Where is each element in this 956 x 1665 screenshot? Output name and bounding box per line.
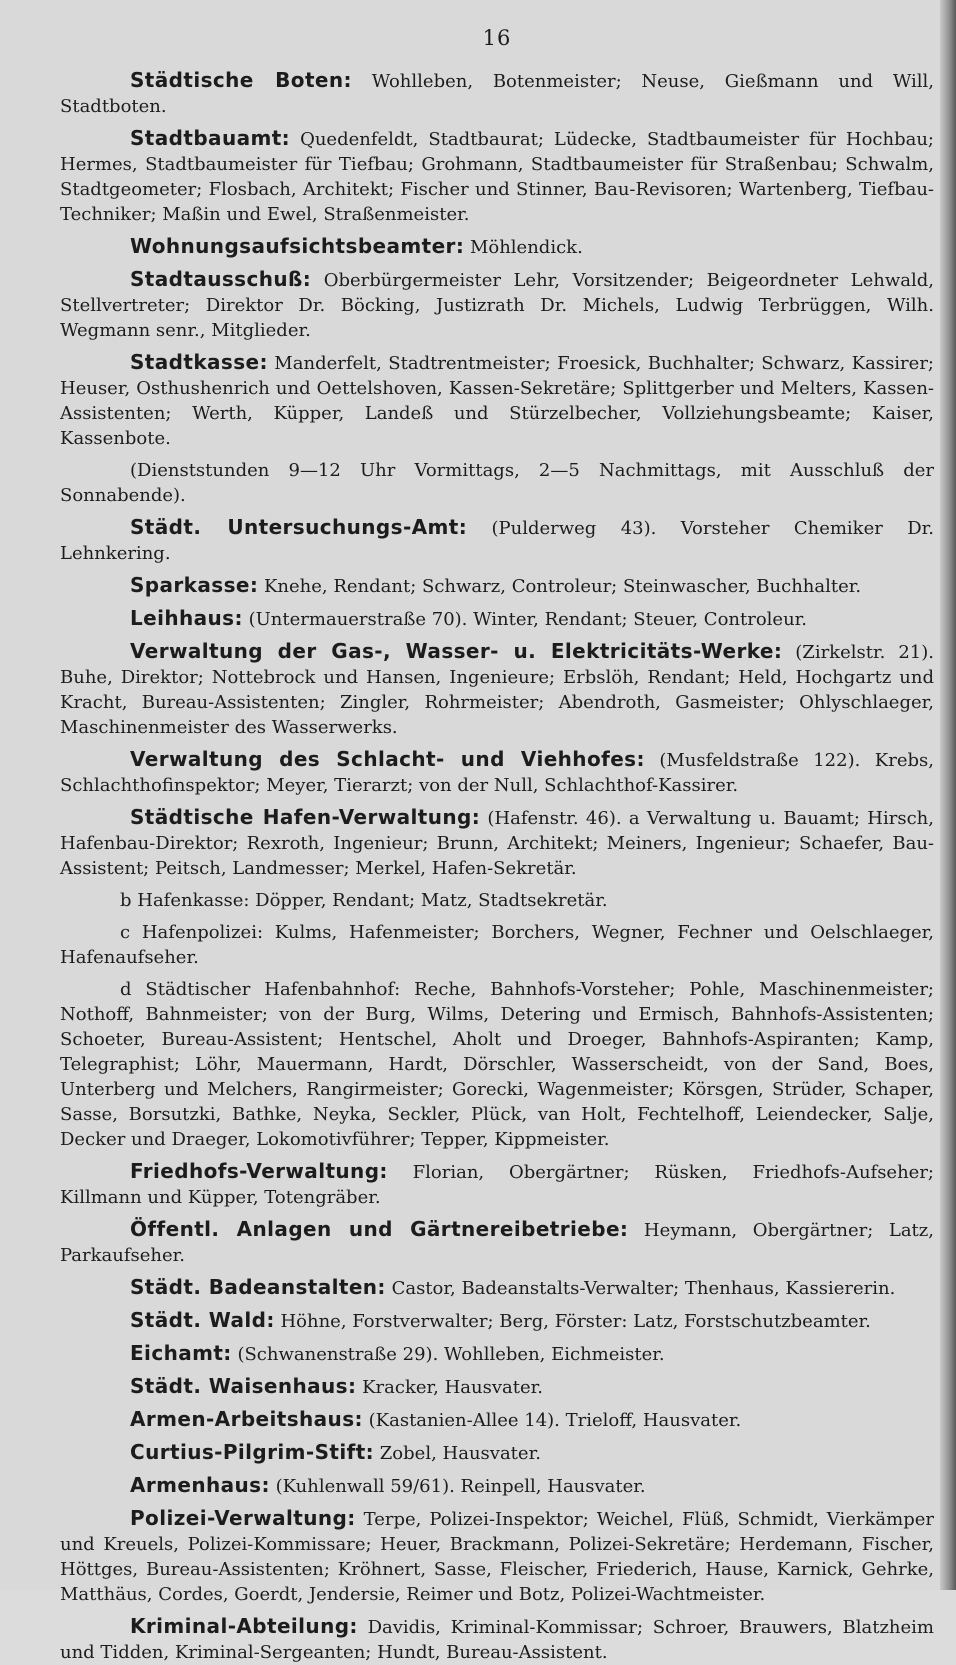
entry-heading: Städt. Badeanstalten:: [130, 1275, 386, 1299]
directory-entry: [60, 805, 934, 881]
directory-entry: [60, 1159, 934, 1210]
entry-heading: Polizei-Verwaltung:: [130, 1506, 356, 1530]
entry-text: Manderfelt, Stadtrentmeister; Froesick, Buchhalter; Schwarz, Kassirer; Heuser, Osthushenrich und Oettelshoven, Kassen-Sekretäre; Splittgerber und Melters, Kassen-Assistenten; Werth, Küpper, Landeß und Stürzelbecher, Vollziehungsbeamte; Kaiser, Kassenbote.: [60, 353, 934, 449]
entry-text: Terpe, Polizei-Inspektor; Weichel, Flüß, Schmidt, Vierkämper und Kreuels, Polizei-Kommissare; Heuer, Brackmann, Polizei-Sekretäre; Herdemann, Fischer, Höttges, Bureau-Assistenten; Kröhnert, Sasse, Fleischer, Friederich, Hause, Karnick, Gehrke, Matthäus, Cordes, Goerdt, Jendersie, Reimer und Botz, Polizei-Wachtmeister.: [60, 1509, 934, 1605]
directory-entry: [60, 350, 934, 451]
directory-entry: [60, 606, 934, 632]
directory-entry: [60, 977, 934, 1152]
entry-text: Möhlendick.: [464, 237, 583, 258]
directory-entry: [60, 267, 934, 343]
directory-entry: [60, 747, 934, 798]
entry-heading: Eichamt:: [130, 1341, 232, 1365]
entry-text: Castor, Badeanstalts-Verwalter; Thenhaus, Kassiererin.: [385, 1278, 896, 1299]
entry-heading: Curtius-Pilgrim-Stift:: [130, 1440, 375, 1464]
entry-heading: Leihhaus:: [130, 606, 243, 630]
entry-heading: Stadtausschuß:: [130, 267, 312, 291]
entry-heading: Kriminal-Abteilung:: [130, 1614, 358, 1638]
entry-text: (Dienststunden 9—12 Uhr Vormittags, 2—5 Nachmittags, mit Ausschluß der Sonnabende).: [60, 460, 934, 506]
directory-entry: [60, 1473, 934, 1499]
entry-heading: Städt. Waisenhaus:: [130, 1374, 357, 1398]
directory-entry: [60, 1308, 934, 1334]
entry-text: (Musfeldstraße 122). Krebs, Schlachthofinspektor; Meyer, Tierarzt; von der Null, Schlachthof-Kassirer.: [60, 750, 934, 796]
entry-heading: Städtische Hafen-Verwaltung:: [130, 805, 481, 829]
directory-entry: [60, 1275, 934, 1301]
entry-text: Quedenfeldt, Stadtbaurat; Lüdecke, Stadtbaumeister für Hochbau; Hermes, Stadtbaumeister für Tiefbau; Grohmann, Stadtbaumeister für Straßenbau; Schwalm, Stadtgeometer; Flosbach, Architekt; Fischer und Stinner, Bau-Revisoren; Wartenberg, Tiefbau-Techniker; Maßin und Ewel, Straßenmeister.: [60, 129, 934, 225]
directory-entry: [60, 234, 934, 260]
directory-entry: [60, 573, 934, 599]
entry-text: (Untermauerstraße 70). Winter, Rendant; Steuer, Controleur.: [242, 609, 808, 630]
page-edge-shadow: [940, 0, 956, 1590]
entry-text: (Schwanenstraße 29). Wohlleben, Eichmeister.: [231, 1344, 665, 1365]
entry-text: b Hafenkasse: Döpper, Rendant; Matz, Stadtsekretär.: [120, 890, 608, 911]
entry-heading: Öffentl. Anlagen und Gärtnereibetriebe:: [130, 1217, 629, 1241]
entry-text: Knehe, Rendant; Schwarz, Controleur; Steinwascher, Buchhalter.: [258, 576, 862, 597]
entry-heading: Friedhofs-Verwaltung:: [130, 1159, 388, 1183]
entry-text: c Hafenpolizei: Kulms, Hafenmeister; Borchers, Wegner, Fechner und Oelschlaeger, Hafenaufseher.: [60, 922, 934, 968]
entry-heading: Verwaltung des Schlacht- und Viehhofes:: [130, 747, 645, 771]
entry-text: (Pulderweg 43). Vorsteher Chemiker Dr. Lehnkering.: [60, 518, 934, 564]
entry-text: Florian, Obergärtner; Rüsken, Friedhofs-Aufseher; Killmann und Küpper, Totengräber.: [60, 1162, 934, 1208]
directory-entry: [60, 920, 934, 970]
entry-text: Heymann, Obergärtner; Latz, Parkaufseher.: [60, 1220, 934, 1266]
directory-entry: [60, 515, 934, 566]
entry-heading: Armen-Arbeitshaus:: [130, 1407, 363, 1431]
entry-text: Oberbürgermeister Lehr, Vorsitzender; Beigeordneter Lehwald, Stellvertreter; Direktor Dr. Böcking, Justizrath Dr. Michels, Ludwig Terbrüggen, Wilh. Wegmann senr., Mitglieder.: [60, 270, 934, 341]
entry-heading: Wohnungsaufsichtsbeamter:: [130, 234, 465, 258]
entry-heading: Städt. Wald:: [130, 1308, 275, 1332]
entry-heading: Verwaltung der Gas-, Wasser- u. Elektricitäts-Werke:: [130, 639, 783, 663]
directory-entries: [60, 68, 934, 1665]
entry-text: (Kuhlenwall 59/61). Reinpell, Hausvater.: [269, 1476, 646, 1497]
page-number: 16: [482, 26, 512, 50]
entry-heading: Armenhaus:: [130, 1473, 270, 1497]
directory-entry: [60, 1341, 934, 1367]
entry-text: Zobel, Hausvater.: [374, 1443, 541, 1464]
entry-text: Wohlleben, Botenmeister; Neuse, Gießmann und Will, Stadtboten.: [60, 71, 934, 117]
entry-heading: Stadtkasse:: [130, 350, 268, 374]
entry-text: Davidis, Kriminal-Kommissar; Schroer, Brauwers, Blatzheim und Tidden, Kriminal-Sergeanten; Hundt, Bureau-Assistent.: [60, 1617, 934, 1663]
directory-entry: [60, 888, 934, 913]
entry-text: (Hafenstr. 46). a Verwaltung u. Bauamt; Hirsch, Hafenbau-Direktor; Rexroth, Ingenieur; Brunn, Architekt; Meiners, Ingenieur; Schaefer, Bau-Assistent; Peitsch, Landmesser; Merkel, Hafen-Sekretär.: [60, 808, 934, 879]
directory-entry: [60, 1440, 934, 1466]
entry-heading: Städt. Untersuchungs-Amt:: [130, 515, 468, 539]
directory-entry: [60, 68, 934, 119]
directory-entry: [60, 1614, 934, 1665]
directory-entry: [60, 639, 934, 740]
directory-entry: [60, 126, 934, 227]
entry-text: d Städtischer Hafenbahnhof: Reche, Bahnhofs-Vorsteher; Pohle, Maschinenmeister; Nothoff, Bahnmeister; von der Burg, Wilms, Detering und Ermisch, Bahnhofs-Assistenten; Schoeter, Bureau-Assistent; Hentschel, Aholt und Droeger, Bahnhofs-Aspiranten; Kamp, Telegraphist; Löhr, Mauermann, Hardt, Dörschler, Wasserscheidt, von der Sand, Boes, Unterberg und Melchers, Rangirmeister; Gorecki, Wagenmeister; Körsgen, Strüder, Schaper, Sasse, Borsutzki, Bathke, Neyka, Seckler, Plück, van Holt, Fechtelhoff, Leiendecker, Salje, Decker und Draeger, Lokomotivführer; Tepper, Kippmeister.: [60, 979, 934, 1150]
directory-entry: [60, 1506, 934, 1607]
entry-heading: Sparkasse:: [130, 573, 259, 597]
entry-text: (Zirkelstr. 21). Buhe, Direktor; Nottebrock und Hansen, Ingenieure; Erbslöh, Rendant; Held, Hochgartz und Kracht, Bureau-Assistenten; Zingler, Rohrmeister; Abendroth, Gasmeister; Ohlyschlaeger, Maschinenmeister des Wasserwerks.: [60, 642, 934, 738]
entry-text: Höhne, Forstverwalter; Berg, Förster: Latz, Forstschutzbeamter.: [274, 1311, 871, 1332]
entry-heading: Städtische Boten:: [130, 68, 352, 92]
entry-text: (Kastanien-Allee 14). Trieloff, Hausvater.: [362, 1410, 742, 1431]
directory-entry: [60, 458, 934, 508]
directory-entry: [60, 1407, 934, 1433]
directory-entry: [60, 1374, 934, 1400]
directory-entry: [60, 1217, 934, 1268]
entry-text: Kracker, Hausvater.: [356, 1377, 543, 1398]
entry-heading: Stadtbauamt:: [130, 126, 291, 150]
